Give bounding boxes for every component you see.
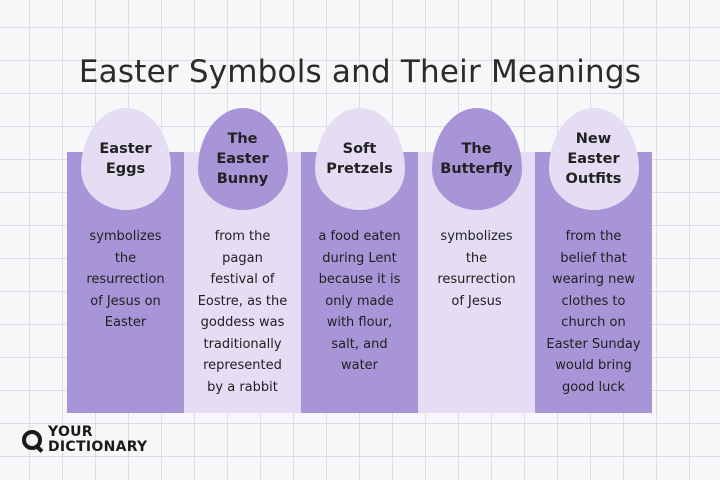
- symbol-meaning: from the pagan festival of Eostre, as the goddess was traditionally represented by a rabbit: [197, 229, 288, 395]
- symbol-meaning: from the belief that wearing new clothes to church on Easter Sunday would bring good luck: [546, 229, 641, 395]
- logo-line-2: DICTIONARY: [48, 439, 148, 455]
- logo-wordmark: [48, 425, 147, 455]
- egg-header: Easter Eggs: [81, 108, 171, 210]
- symbol-column-easter-bunny: [184, 131, 301, 413]
- symbol-meaning: symbolizes the resurrection of Jesus: [437, 229, 516, 309]
- magnifier-logo-icon: [22, 430, 42, 450]
- symbol-column-easter-eggs: [67, 141, 184, 413]
- egg-header: The Butterfly: [432, 108, 522, 210]
- symbol-column-soft-pretzels: [301, 141, 418, 413]
- yourdictionary-logo: [22, 418, 147, 462]
- logo-line-1: YOUR: [48, 424, 93, 440]
- egg-header: The Easter Bunny: [198, 108, 288, 210]
- symbol-column-butterfly: [418, 141, 535, 413]
- symbol-meaning: a food eaten during Lent because it is only made with flour, salt, and water: [318, 229, 401, 373]
- egg-header: New Easter Outfits: [549, 108, 639, 210]
- symbol-meaning: symbolizes the resurrection of Jesus on Easter: [86, 229, 165, 330]
- page-title: Easter Symbols and Their Meanings: [78, 54, 642, 90]
- symbol-column-new-outfits: [535, 131, 652, 413]
- egg-header: Soft Pretzels: [315, 108, 405, 210]
